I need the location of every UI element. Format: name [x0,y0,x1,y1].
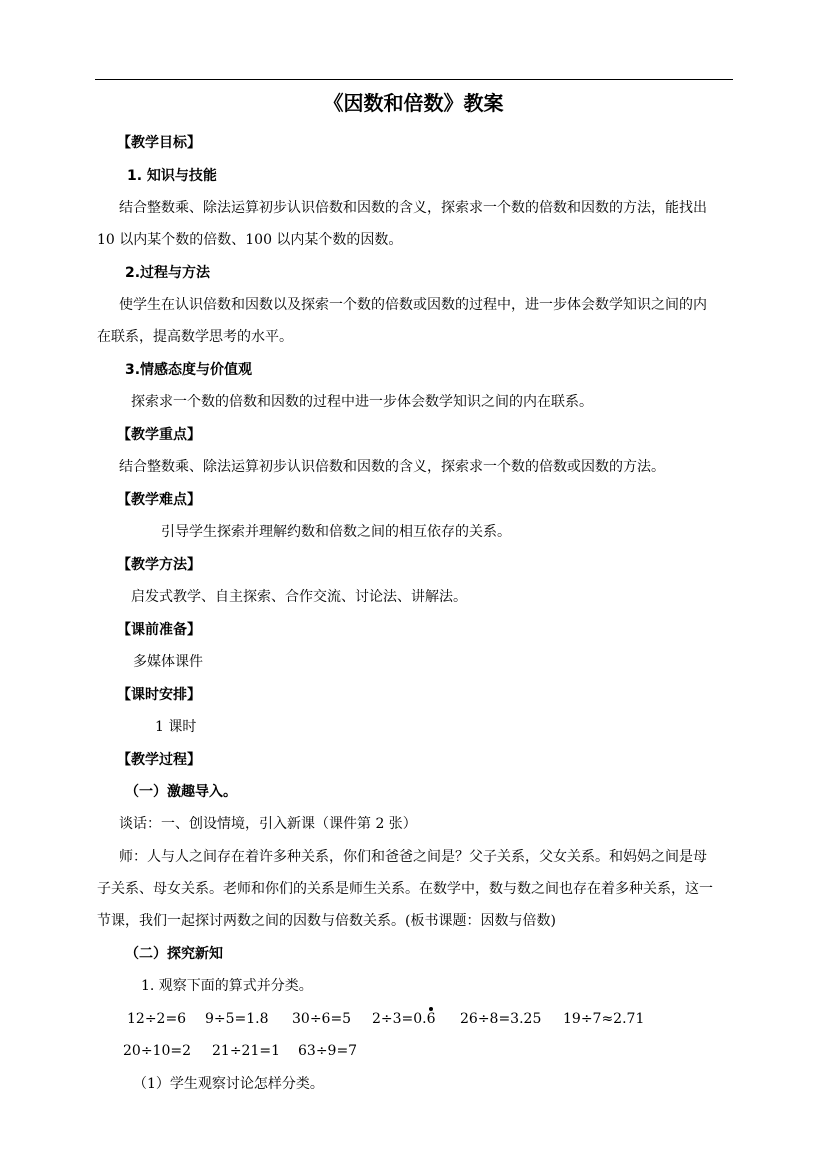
objective-2-text-line2: 在联系，提高数学思考的水平。 [97,329,293,345]
repeating-decimal-digit: 6 [426,1011,436,1027]
formula-item: 9÷5=1.8 [205,1011,269,1027]
formula-item: 19÷7≈2.71 [563,1011,645,1027]
talk-text: 谈话：一、创设情境，引入新课（课件第 2 张） [119,816,417,832]
teacher-text-line1: 师：人与人之间存在着许多种关系，你们和爸爸之间是？父子关系，父女关系。和妈妈之间是母 [119,849,707,865]
teacher-text-line2: 子关系、母女关系。老师和你们的关系是师生关系。在数学中，数与数之间也存在着多种关系，这一 [97,881,713,897]
key-points-text: 结合整数乘、除法运算初步认识倍数和因数的含义，探索求一个数的倍数或因数的方法。 [119,459,665,475]
schedule-text: 1 课时 [155,719,197,735]
process-heading: 【教学过程】 [117,752,201,768]
formula-item: 63÷9=7 [298,1043,358,1059]
objective-3-heading: 3.情感态度与价值观 [125,362,253,378]
discuss-text: （1）学生观察讨论怎样分类。 [133,1076,324,1092]
preparation-heading: 【课前准备】 [117,622,201,638]
objectives-heading: 【教学目标】 [117,135,201,151]
difficult-points-text: 引导学生探索并理解约数和倍数之间的相互依存的关系。 [161,524,511,540]
objective-1-text-line2: 10 以内某个数的倍数、100 以内某个数的因数。 [97,232,403,248]
objective-2-text-line1: 使学生在认识倍数和因数以及探索一个数的倍数或因数的过程中，进一步体会数学知识之间的内 [119,297,707,313]
formula-item: 26÷8=3.25 [460,1011,542,1027]
observe-instruction: 1. 观察下面的算式并分类。 [141,978,313,994]
formula-item: 12÷2=6 [127,1011,187,1027]
header-rule [95,79,733,80]
difficult-points-heading: 【教学难点】 [117,492,201,508]
formula-item-repeating [372,1010,436,1028]
preparation-text: 多媒体课件 [133,654,203,670]
objective-1-heading: 1. 知识与技能 [127,168,217,184]
formula-item: 20÷10=2 [123,1043,191,1059]
objective-2-heading: 2.过程与方法 [125,265,211,281]
formula-row-1 [127,1010,186,1028]
methods-text: 启发式教学、自主探索、合作交流、讨论法、讲解法。 [131,589,467,605]
methods-heading: 【教学方法】 [117,557,201,573]
step-1-heading: （一）激趣导入。 [125,784,237,800]
teacher-text-line3: 节课，我们一起探讨两数之间的因数与倍数关系。(板书课题：因数与倍数) [97,913,556,929]
formula-item: 21÷21=1 [212,1043,280,1059]
formula-item: 2÷3=0. [372,1011,427,1027]
key-points-heading: 【教学重点】 [117,427,201,443]
step-2-heading: （二）探究新知 [125,946,223,962]
objective-1-text-line1: 结合整数乘、除法运算初步认识倍数和因数的含义，探索求一个数的倍数和因数的方法，能找出 [119,200,707,216]
schedule-heading: 【课时安排】 [117,687,201,703]
page-title: 《因数和倍数》教案 [323,91,504,115]
objective-3-text: 探索求一个数的倍数和因数的过程中进一步体会数学知识之间的内在联系。 [131,394,593,410]
formula-item: 30÷6=5 [292,1011,352,1027]
